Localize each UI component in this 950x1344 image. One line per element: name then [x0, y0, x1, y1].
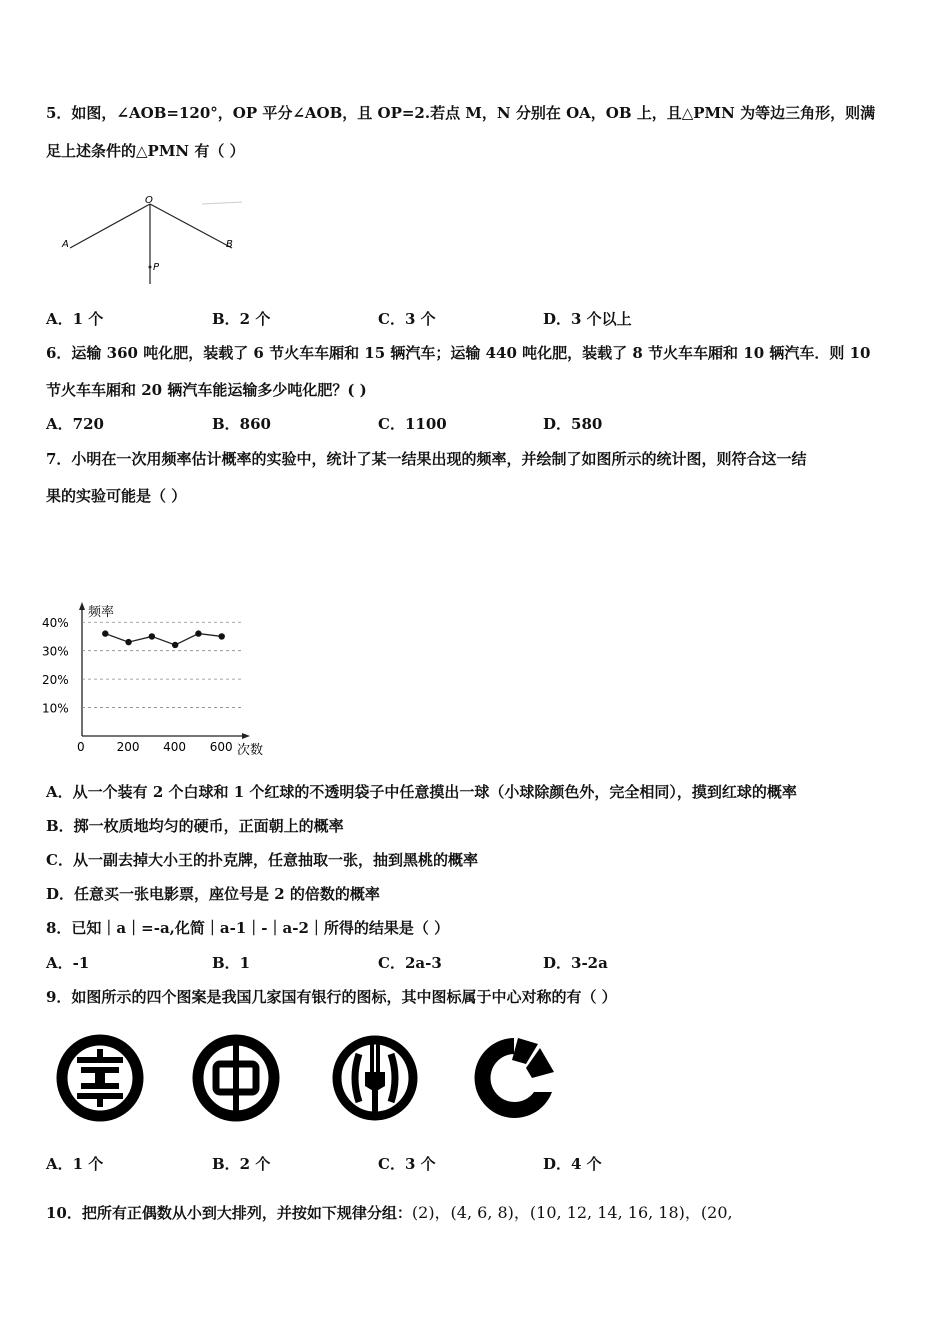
chart-xtick-label: 400	[163, 740, 187, 754]
q10-text: 10．把所有正偶数从小到大排列，并按如下规律分组：	[46, 1204, 412, 1222]
q7-option-d: D．任意买一张电影票，座位号是 2 的倍数的概率	[46, 885, 380, 903]
chart-point	[219, 633, 225, 639]
q7-option-c: C．从一副去掉大小王的扑克牌，任意抽取一张，抽到黑桃的概率	[46, 851, 478, 869]
chart-series-line	[105, 634, 221, 645]
q5-option-d: D．3 个以上	[543, 310, 632, 328]
q6-option-d: D．580	[543, 415, 603, 433]
q5-label-a: A	[62, 239, 69, 250]
chart-point	[195, 630, 201, 636]
q7-option-b: B．掷一枚质地均匀的硬币，正面朝上的概率	[46, 817, 344, 835]
chart-xtick-label: 200	[116, 740, 140, 754]
q10-stem	[46, 1200, 733, 1223]
q7-stem-line2: 果的实验可能是（ ）	[46, 487, 187, 505]
q5-option-b: B．2 个	[212, 310, 271, 328]
chart-point	[172, 642, 178, 648]
q9-option-d: D．4 个	[543, 1155, 602, 1173]
q6-stem-line2: 节火车车厢和 20 辆汽车能运输多少吨化肥？( )	[46, 381, 367, 399]
q9-option-a: A．1 个	[46, 1155, 104, 1173]
q7-frequency-chart	[40, 598, 280, 763]
q7-stem-line1: 7．小明在一次用频率估计概率的实验中，统计了某一结果出现的频率，并绘制了如图所示的统计图，则符合这一结	[46, 450, 807, 468]
q5-label-b: B	[226, 239, 233, 250]
q5-label-o: O	[145, 195, 153, 206]
q5-stem-line1: 5．如图，∠AOB=120°，OP 平分∠AOB，且 OP=2.若点 M，N 分别在 OA，OB 上，且△PMN 为等边三角形，则满	[46, 104, 876, 122]
chart-xlabel: 次数	[237, 743, 264, 758]
q9-stem: 9．如图所示的四个图案是我国几家国有银行的图标，其中图标属于中心对称的有（ ）	[46, 988, 617, 1006]
chart-xtick-label: 600	[209, 740, 233, 754]
chart-ylabel: 频率	[88, 605, 115, 620]
q8-option-a: A．-1	[46, 954, 90, 972]
q6-option-b: B．860	[212, 415, 271, 433]
q6-stem-line1: 6．运输 360 吨化肥，装载了 6 节火车车厢和 15 辆汽车；运输 440 吨化肥，装载了 8 节火车车厢和 10 辆汽车．则 10	[46, 344, 871, 362]
q5-label-p: P	[153, 262, 160, 273]
q6-option-c: C．1100	[378, 415, 447, 433]
chart-ytick-label: 30%	[42, 644, 69, 659]
icbc-logo	[54, 1032, 146, 1124]
chart-ytick-label: 20%	[42, 673, 69, 688]
q9-option-c: C．3 个	[378, 1155, 436, 1173]
q10-groups: (2)，(4, 6, 8)，(10, 12, 14, 16, 18)，(20,	[411, 1203, 733, 1222]
q8-option-d: D．3-2a	[543, 954, 608, 972]
q8-option-c: C．2a-3	[378, 954, 442, 972]
boc-logo	[190, 1032, 282, 1124]
abc-logo	[329, 1032, 421, 1124]
q5-stem-line2: 足上述条件的△PMN 有（ ）	[46, 142, 245, 160]
chart-point	[125, 639, 131, 645]
ccb-logo	[468, 1032, 560, 1124]
q7-option-a: A．从一个装有 2 个白球和 1 个红球的不透明袋子中任意摸出一球（小球除颜色外，完全相同），摸到红球的概率	[46, 783, 797, 801]
chart-ytick-label: 10%	[42, 701, 69, 716]
chart-xtick-label: 0	[77, 740, 85, 754]
chart-point	[102, 630, 108, 636]
q5-option-c: C．3 个	[378, 310, 436, 328]
q6-option-a: A．720	[46, 415, 104, 433]
chart-ytick-label: 40%	[42, 616, 69, 631]
q9-option-b: B．2 个	[212, 1155, 271, 1173]
q5-option-a: A．1 个	[46, 310, 104, 328]
q8-stem: 8．已知｜a｜=-a,化简｜a-1｜-｜a-2｜所得的结果是（ ）	[46, 919, 450, 937]
q8-option-b: B．1	[212, 954, 251, 972]
chart-point	[149, 633, 155, 639]
q5-angle-figure	[56, 190, 256, 290]
